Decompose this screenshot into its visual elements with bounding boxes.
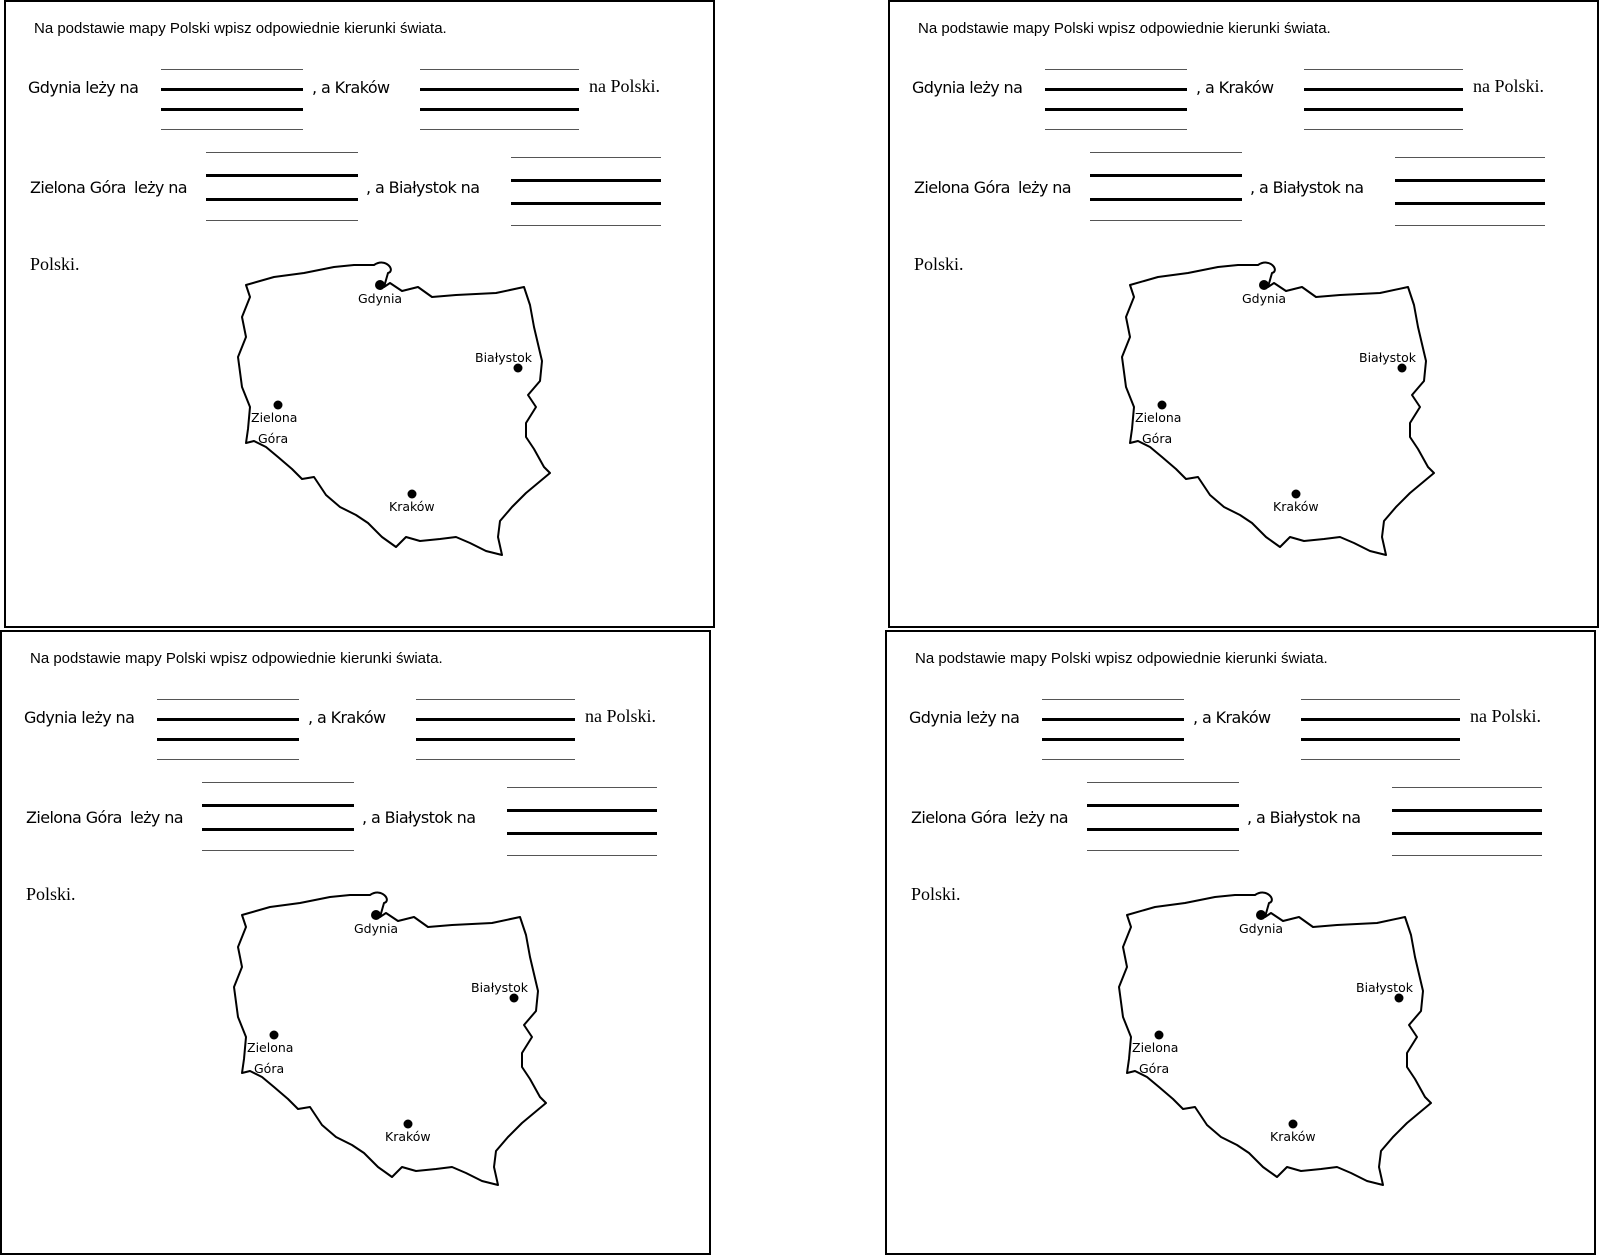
a-bialystok-text: , a Białystok na: [366, 178, 480, 197]
a-krakow-text: , a Kraków: [312, 78, 390, 97]
answer-line: [1045, 69, 1187, 70]
polski-text: Polski.: [911, 884, 961, 904]
na-polski-text: na Polski.: [1473, 76, 1545, 96]
answer-line: [1304, 69, 1463, 70]
zielona-label: Zielona: [1135, 410, 1182, 425]
zielona-gora-dot: [274, 401, 283, 410]
zielona-gora-dot: [270, 1031, 279, 1040]
na-polski-text: na Polski.: [585, 706, 657, 726]
gdynia-lezy-na-text: Gdynia leży na: [28, 78, 139, 97]
answer-line: [511, 179, 661, 182]
worksheet-card-1: [4, 0, 715, 628]
answer-line: [1042, 759, 1184, 760]
gdynia-label: Gdynia: [1242, 291, 1287, 306]
answer-line: [206, 152, 358, 153]
poland-map: [1118, 257, 1458, 577]
answer-line: [157, 718, 299, 721]
answer-line: [1045, 88, 1187, 91]
zielona-label: Zielona: [247, 1040, 294, 1055]
a-krakow-text: , a Kraków: [1196, 78, 1274, 97]
worksheet-card-2: [888, 0, 1599, 628]
answer-line: [161, 88, 303, 91]
instruction-text: Na podstawie mapy Polski wpisz odpowiednie kierunki świata.: [915, 650, 1328, 667]
answer-line: [1301, 718, 1460, 721]
answer-line: [416, 718, 575, 721]
answer-line: [161, 108, 303, 111]
krakow-label: Kraków: [385, 1129, 431, 1144]
answer-line: [206, 220, 358, 221]
polski-text: Polski.: [26, 884, 76, 904]
answer-line: [202, 850, 354, 851]
answer-line: [1301, 738, 1460, 741]
zielona-gora-dot: [1158, 401, 1167, 410]
gora-label: Góra: [1142, 431, 1173, 446]
lezy-na-text: leży na: [130, 808, 183, 827]
krakow-dot: [408, 490, 417, 499]
a-bialystok-text: , a Białystok na: [362, 808, 476, 827]
answer-line: [507, 855, 657, 856]
zielona-gora-text: Zielona Góra: [30, 178, 126, 197]
a-krakow-text: , a Kraków: [308, 708, 386, 727]
answer-line: [1090, 152, 1242, 153]
answer-line: [1042, 738, 1184, 741]
answer-line: [157, 738, 299, 741]
answer-line: [1045, 129, 1187, 130]
poland-map: [230, 887, 570, 1207]
gdynia-lezy-na-text: Gdynia leży na: [909, 708, 1020, 727]
answer-line: [507, 832, 657, 835]
answer-line: [202, 828, 354, 831]
answer-line: [511, 157, 661, 158]
answer-line: [1090, 198, 1242, 201]
a-bialystok-text: , a Białystok na: [1250, 178, 1364, 197]
answer-line: [161, 69, 303, 70]
answer-line: [420, 129, 579, 130]
worksheet-card-4: [885, 630, 1596, 1255]
answer-line: [1087, 850, 1239, 851]
answer-line: [1304, 108, 1463, 111]
lezy-na-text: leży na: [134, 178, 187, 197]
krakow-dot: [1292, 490, 1301, 499]
zielona-gora-text: Zielona Góra: [911, 808, 1007, 827]
answer-line: [1090, 174, 1242, 177]
gora-label: Góra: [254, 1061, 285, 1076]
answer-line: [1392, 832, 1542, 835]
zielona-label: Zielona: [1132, 1040, 1179, 1055]
poland-map: [234, 257, 574, 577]
instruction-text: Na podstawie mapy Polski wpisz odpowiednie kierunki świata.: [918, 20, 1331, 37]
answer-line: [1045, 108, 1187, 111]
instruction-text: Na podstawie mapy Polski wpisz odpowiednie kierunki świata.: [34, 20, 447, 37]
answer-line: [1392, 787, 1542, 788]
answer-line: [1301, 759, 1460, 760]
krakow-label: Kraków: [1273, 499, 1319, 514]
answer-line: [1042, 699, 1184, 700]
answer-line: [507, 787, 657, 788]
answer-line: [157, 699, 299, 700]
na-polski-text: na Polski.: [1470, 706, 1542, 726]
answer-line: [202, 782, 354, 783]
answer-line: [1392, 809, 1542, 812]
answer-line: [206, 174, 358, 177]
answer-line: [507, 809, 657, 812]
gdynia-dot: [371, 910, 381, 920]
answer-line: [416, 738, 575, 741]
answer-line: [206, 198, 358, 201]
krakow-label: Kraków: [1270, 1129, 1316, 1144]
answer-line: [1042, 718, 1184, 721]
polski-text: Polski.: [30, 254, 80, 274]
answer-line: [1392, 855, 1542, 856]
answer-line: [202, 804, 354, 807]
answer-line: [1090, 220, 1242, 221]
lezy-na-text: leży na: [1018, 178, 1071, 197]
answer-line: [511, 225, 661, 226]
bialystok-label: Białystok: [1356, 980, 1413, 995]
gdynia-lezy-na-text: Gdynia leży na: [912, 78, 1023, 97]
a-bialystok-text: , a Białystok na: [1247, 808, 1361, 827]
answer-line: [161, 129, 303, 130]
na-polski-text: na Polski.: [589, 76, 661, 96]
answer-line: [420, 108, 579, 111]
gdynia-label: Gdynia: [354, 921, 399, 936]
worksheet-card-3: [0, 630, 711, 1255]
polski-text: Polski.: [914, 254, 964, 274]
answer-line: [1301, 699, 1460, 700]
gdynia-label: Gdynia: [358, 291, 403, 306]
answer-line: [1087, 828, 1239, 831]
gdynia-lezy-na-text: Gdynia leży na: [24, 708, 135, 727]
lezy-na-text: leży na: [1015, 808, 1068, 827]
zielona-gora-text: Zielona Góra: [914, 178, 1010, 197]
gora-label: Góra: [258, 431, 289, 446]
gdynia-label: Gdynia: [1239, 921, 1284, 936]
gdynia-dot: [1256, 910, 1266, 920]
bialystok-label: Białystok: [1359, 350, 1416, 365]
krakow-dot: [1289, 1120, 1298, 1129]
gdynia-dot: [1259, 280, 1269, 290]
answer-line: [157, 759, 299, 760]
answer-line: [420, 88, 579, 91]
gora-label: Góra: [1139, 1061, 1170, 1076]
zielona-label: Zielona: [251, 410, 298, 425]
a-krakow-text: , a Kraków: [1193, 708, 1271, 727]
bialystok-label: Białystok: [475, 350, 532, 365]
poland-map: [1115, 887, 1455, 1207]
answer-line: [416, 699, 575, 700]
krakow-dot: [404, 1120, 413, 1129]
answer-line: [1304, 129, 1463, 130]
answer-line: [1304, 88, 1463, 91]
answer-line: [420, 69, 579, 70]
answer-line: [511, 202, 661, 205]
zielona-gora-text: Zielona Góra: [26, 808, 122, 827]
gdynia-dot: [375, 280, 385, 290]
instruction-text: Na podstawie mapy Polski wpisz odpowiednie kierunki świata.: [30, 650, 443, 667]
answer-line: [1395, 179, 1545, 182]
answer-line: [416, 759, 575, 760]
bialystok-label: Białystok: [471, 980, 528, 995]
krakow-label: Kraków: [389, 499, 435, 514]
answer-line: [1395, 202, 1545, 205]
answer-line: [1395, 157, 1545, 158]
answer-line: [1395, 225, 1545, 226]
answer-line: [1087, 804, 1239, 807]
zielona-gora-dot: [1155, 1031, 1164, 1040]
answer-line: [1087, 782, 1239, 783]
